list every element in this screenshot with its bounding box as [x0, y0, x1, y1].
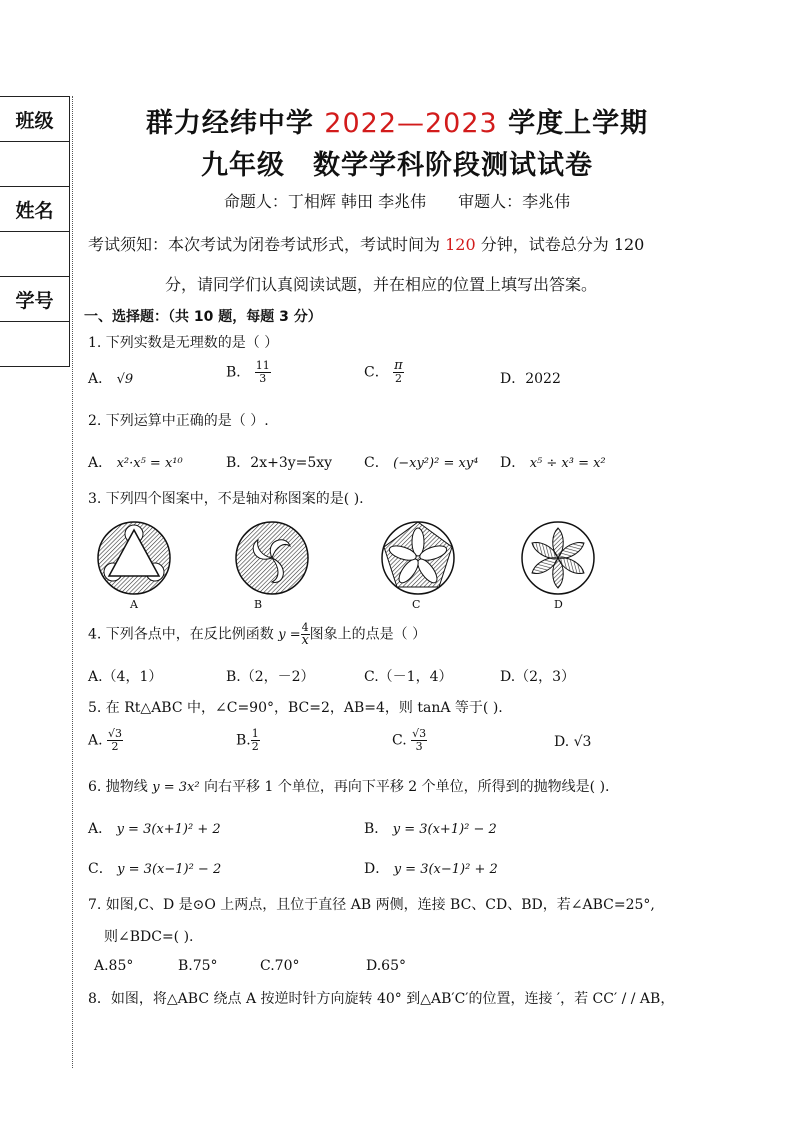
id-label: 学号 [0, 277, 70, 322]
figure-d-label: D [554, 598, 563, 611]
q2-option-b[interactable]: B．2x+3y=5xy [226, 455, 333, 471]
q7-option-d[interactable]: D.65° [366, 958, 406, 974]
q2-stem: 2. 下列运算中正确的是（ ）. [88, 413, 269, 429]
q1-option-a[interactable]: A． √9 [88, 371, 134, 387]
name-field[interactable] [0, 232, 70, 277]
q5-option-a[interactable]: A. $\frac{√3}{2}$ [88, 727, 123, 753]
q2-option-a[interactable]: A． x²·x⁵ = x¹⁰ [88, 455, 183, 471]
name-label: 姓名 [0, 187, 70, 232]
figure-b-label: B [254, 598, 263, 611]
q5-option-c[interactable]: C. $\frac{√3}{3}$ [392, 727, 427, 753]
exam-title: 群力经纬中学 2022—2023 学度上学期 [145, 108, 649, 139]
q7-stem: 7. 如图,C、D 是⊙O 上两点，且位于直径 AB 两侧，连接 BC、CD、BD，若∠ABC=25°, [88, 897, 655, 913]
q7-stem-line2: 则∠BDC=( ). [104, 929, 194, 945]
q4-option-c[interactable]: C.（－1，4） [364, 669, 453, 685]
figure-d-icon[interactable] [520, 520, 596, 596]
q5-option-d[interactable]: D. √3 [554, 734, 592, 750]
exam-notice-line2: 分，请同学们认真阅读试题，并在相应的位置上填写出答案。 [165, 275, 598, 294]
figure-b-icon[interactable] [234, 520, 310, 596]
q6-option-d[interactable]: D． y = 3(x−1)² + 2 [364, 861, 498, 877]
figure-a-icon[interactable] [96, 520, 172, 596]
q7-option-b[interactable]: B.75° [178, 958, 218, 974]
q4-stem: 4. 下列各点中，在反比例函数 y = $\frac{4}{x}$ 图象上的点是（ ） [88, 621, 427, 648]
figure-a-label: A [130, 598, 138, 611]
section-title: 一、选择题：（共 10 题，每题 3 分） [84, 309, 322, 325]
exam-authors: 命题人：丁相辉 韩田 李兆伟 审题人：李兆伟 [223, 192, 571, 211]
figure-c-label: C [412, 598, 421, 611]
q6-option-c[interactable]: C． y = 3(x−1)² − 2 [88, 861, 222, 877]
q7-option-c[interactable]: C.70° [260, 958, 300, 974]
exam-years: 2022—2023 [324, 108, 498, 139]
q2-option-c[interactable]: C． (−xy²)² = xy⁴ [364, 455, 479, 471]
exam-subtitle: 九年级 数学学科阶段测试试卷 [201, 150, 593, 181]
q8-stem: 8．如图，将△ABC 绕点 A 按逆时针方向旋转 40° 到△AB′C′的位置，连接 ′，若 CC′ / / AB， [88, 991, 675, 1007]
q5-option-b[interactable]: B. $\frac{1}{2}$ [236, 727, 259, 753]
q2-option-d[interactable]: D． x⁵ ÷ x³ = x² [500, 455, 606, 471]
q4-option-b[interactable]: B.（2，－2） [226, 669, 315, 685]
q1-option-d[interactable]: D．2022 [500, 371, 561, 387]
id-field[interactable] [0, 322, 70, 367]
figure-c-icon[interactable] [380, 520, 456, 596]
exam-notice: 考试须知：本次考试为闭卷考试形式，考试时间为 120 分钟，试卷总分为 120 [88, 235, 645, 254]
q6-stem: 6. 抛物线 y = 3x² 向右平移 1 个单位，再向下平移 2 个单位，所得到的抛物线是( ). [88, 779, 610, 795]
q3-stem: 3. 下列四个图案中，不是轴对称图案的是( ). [88, 491, 364, 507]
q1-option-c[interactable]: C． $\frac{\pi}{2}$ [364, 358, 403, 385]
q4-option-d[interactable]: D.（2，3） [500, 669, 575, 685]
q5-stem: 5. 在 Rt△ABC 中，∠C=90°，BC=2，AB=4，则 tanA 等于( ). [88, 700, 503, 716]
q1-option-b[interactable]: B． $\frac{11}{3}$ [226, 359, 270, 385]
q1-stem: 1. 下列实数是无理数的是（ ） [88, 335, 279, 351]
class-label: 班级 [0, 97, 70, 142]
q7-option-a[interactable]: A.85° [94, 958, 134, 974]
q6-option-a[interactable]: A． y = 3(x+1)² + 2 [88, 821, 221, 837]
binding-line [72, 96, 73, 1068]
q4-option-a[interactable]: A.（4，1） [88, 669, 163, 685]
q6-option-b[interactable]: B． y = 3(x+1)² − 2 [364, 821, 497, 837]
exam-time: 120 [445, 235, 476, 254]
